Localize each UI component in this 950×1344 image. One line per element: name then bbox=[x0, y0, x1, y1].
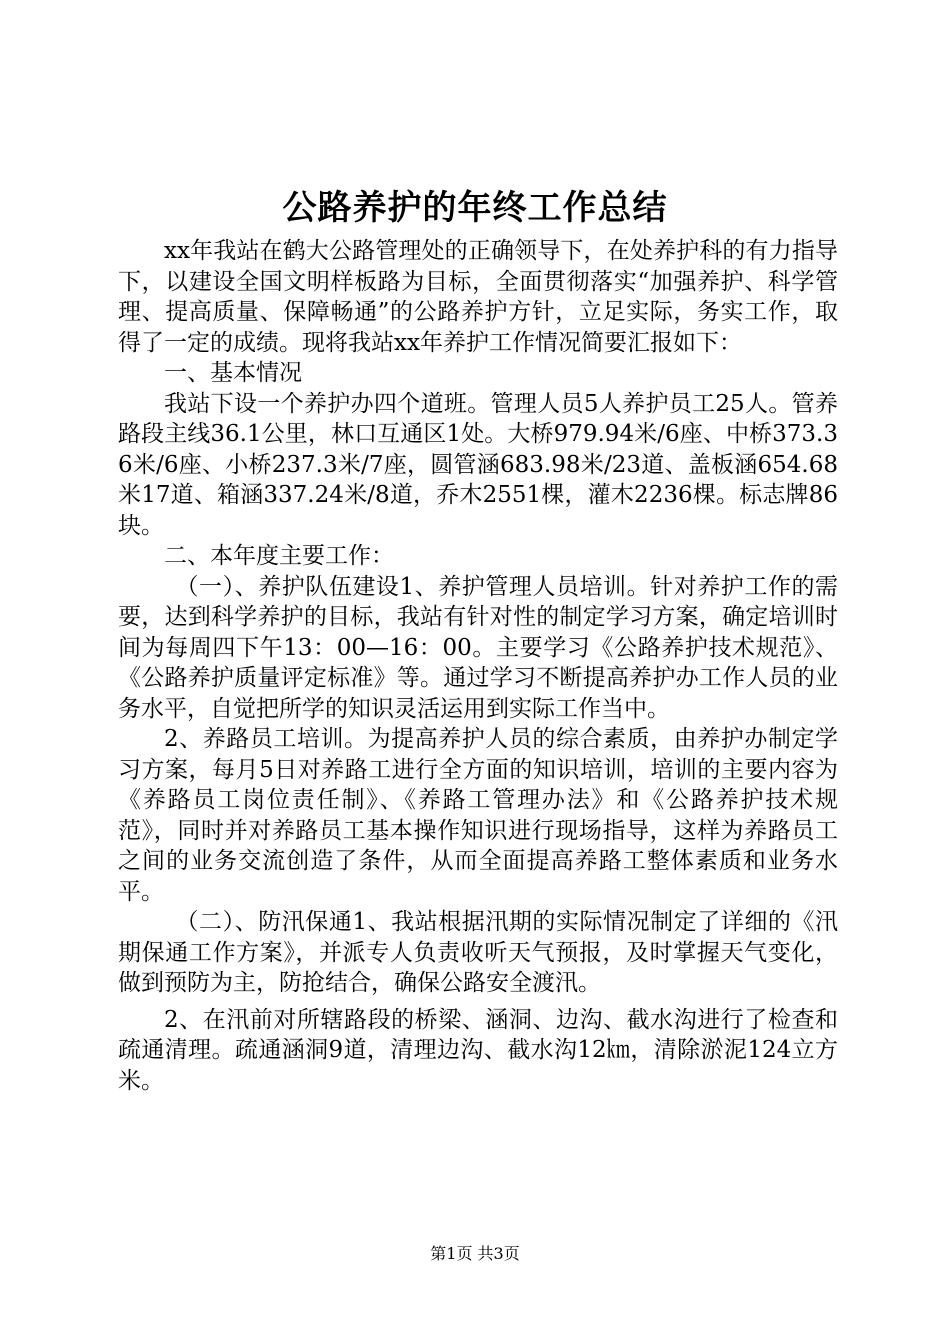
worker-training-paragraph: 2、养路员工培训。为提高养护人员的综合素质，由养护办制定学习方案，每月5日对养路工进行全方面的知识培训，培训的主要内容为《养路员工岗位责任制》、《养路工管理办法》和《公路养护技术规范》，同时并对养路员工基本操作知识进行现场指导，这样为养路员工之间的业务交流创造了条件，从而全面提高养路工整体素质和业务水平。 bbox=[118, 726, 838, 905]
document-body bbox=[118, 236, 838, 1096]
section-heading-main-work: 二、本年度主要工作： bbox=[164, 543, 394, 569]
document-title: 公路养护的年终工作总结 bbox=[282, 188, 668, 228]
intro-paragraph: xx年我站在鹤大公路管理处的正确领导下，在处养护科的有力指导下，以建设全国文明样板路为目标，全面贯彻落实“加强养护、科学管理、提高质量、保障畅通”的公路养护方针，立足实际，务实工作，取得了一定的成绩。现将我站xx年养护工作情况简要汇报如下： bbox=[118, 238, 838, 356]
team-building-paragraph: （一）、养护队伍建设1、养护管理人员培训。针对养护工作的需要，达到科学养护的目标，我站有针对性的制定学习方案，确定培训时间为每周四下午13：00—16：00。主要学习《公路养护技术规范》、《公路养护质量评定标准》等。通过学习不断提高养护办工作人员的业务水平，自觉把所学的知识灵活运用到实际工作当中。 bbox=[118, 573, 838, 722]
section-heading-basic-info: 一、基本情况 bbox=[164, 360, 302, 386]
drainage-cleaning-paragraph: 2、在汛前对所辖路段的桥梁、涵洞、边沟、截水沟进行了检查和疏通清理。疏通涵洞9道，清理边沟、截水沟12㎞，清除淤泥124立方米。 bbox=[118, 1006, 838, 1094]
basic-info-paragraph: 我站下设一个养护办四个道班。管理人员5人养护员工25人。管养路段主线36.1公里，林口互通区1处。大桥979.94米/6座、中桥373.36米/6座、小桥237.3米/7座，圆管涵683.98米/23道、盖板涵654.68米17道、箱涵337.24米/8道，乔木2551棵，灌木2236棵。标志牌86块。 bbox=[118, 390, 838, 539]
flood-control-paragraph: （二）、防汛保通1、我站根据汛期的实际情况制定了详细的《汛期保通工作方案》，并派专人负责收听天气预报，及时掌握天气变化，做到预防为主，防抢结合，确保公路安全渡汛。 bbox=[118, 909, 838, 996]
page-footer: 第1页 共3页 bbox=[430, 1244, 520, 1263]
